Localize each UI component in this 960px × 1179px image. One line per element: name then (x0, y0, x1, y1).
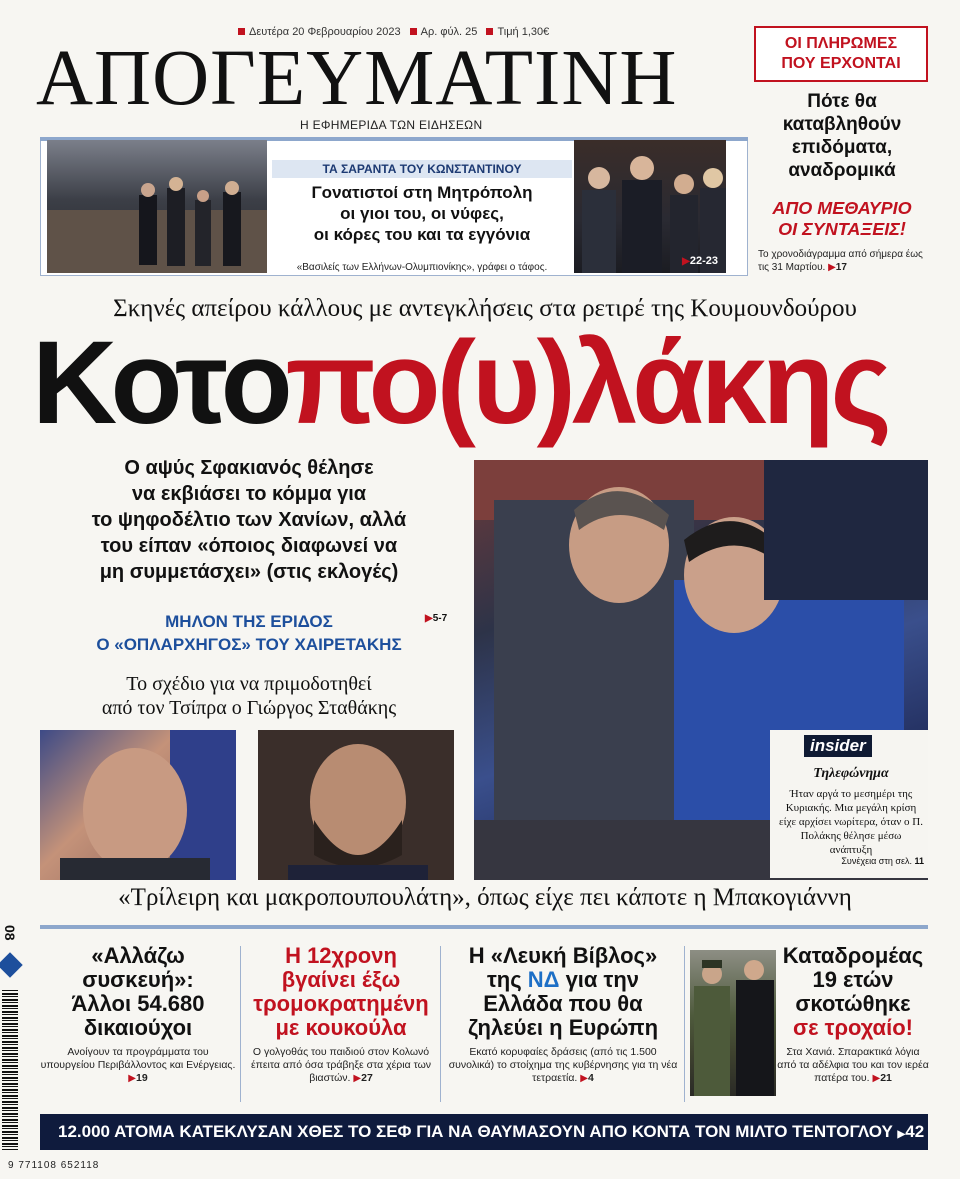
lead-paragraph (44, 455, 454, 585)
story-headline-line: Η «Λευκή Βίβλος» (468, 943, 658, 968)
page-arrow-icon: ▶ (128, 1073, 136, 1084)
issue-number: Αρ. φύλ. 25 (420, 26, 478, 38)
lead-line: μη συμμετάσχει» (στις εκλογές) (99, 561, 399, 583)
story-headline-line: Ελλάδα που θα (483, 991, 643, 1016)
story-headline-line: δικαιούχοι (83, 1015, 193, 1040)
continuation-label: Συνέχεια στη σελ. (841, 856, 912, 866)
nd-party-label: ΝΔ (527, 967, 560, 992)
page-arrow-icon: ▶ (425, 613, 433, 624)
column-divider (440, 946, 441, 1102)
photo-figures-graphic (47, 140, 267, 273)
funeral-headline-line: οι κόρες του και τα εγγόνια (313, 225, 531, 244)
barcode-graphic (2, 990, 18, 1150)
funeral-church-photo[interactable] (47, 140, 267, 273)
story-headline (246, 944, 436, 1040)
funeral-caption: «Βασιλείς των Ελλήνων-Ολυμπιονίκης», γράφει ο τάφος. (296, 262, 548, 273)
page-ref: 19 (136, 1072, 148, 1084)
insider-tag: insider (804, 735, 872, 757)
quote-line: «Τρίλειρη και μακροπουπουλάτη», όπως είχε πει κάποτε η Μπακογιάννη (118, 884, 852, 911)
lead-line: το ψηφοδέλτιο των Χανίων, αλλά (91, 509, 407, 531)
story-headline-part: της (486, 967, 528, 992)
funeral-headline[interactable] (272, 182, 572, 245)
lead-line: να εκβιάσει το κόμμα για (131, 483, 367, 505)
page-arrow-icon: ▶ (828, 262, 836, 273)
eris-pages: 5-7 (432, 613, 448, 624)
portrait-graphic (40, 730, 236, 880)
eris-title[interactable] (44, 610, 454, 656)
portrait-graphic (258, 730, 454, 880)
story-headline (446, 944, 680, 1040)
lead-line: του είπαν «όποιος διαφωνεί να (100, 535, 398, 557)
soldier-and-priest-photo[interactable] (690, 950, 776, 1096)
main-headline[interactable] (32, 318, 942, 448)
story-headline-part: για την (559, 967, 640, 992)
page-ref[interactable]: 17 (835, 262, 847, 273)
eris-text-line: Το σχέδιο για να πριμοδοτηθεί (126, 673, 372, 695)
story-headline-line: σε τροχαίο! (793, 1015, 913, 1040)
photo-figures-graphic (574, 140, 726, 273)
story-headline-line: 19 ετών (812, 967, 894, 992)
page-arrow-icon: ▶ (682, 256, 690, 267)
story-appliance-subsidy[interactable] (40, 944, 236, 1104)
main-headline-red: πο(υ)λάκης (285, 317, 888, 449)
story-headline-line: βγαίνει έξω (281, 967, 401, 992)
stathakis-portrait-photo[interactable] (40, 730, 236, 880)
lead-line: Ο αψύς Σφακιανός θέλησε (124, 457, 374, 479)
pensions-red-line: ΟΙ ΣΥΝΤΑΞΕΙΣ! (778, 219, 906, 239)
issue-date: Δευτέρα 20 Φεβρουαρίου 2023 (249, 26, 401, 38)
bullet-square-icon (486, 28, 493, 35)
payments-summary (758, 248, 936, 274)
eris-title-line: Ο «ΟΠΛΑΡΧΗΓΟΣ» ΤΟΥ ΧΑΙΡΕΤΑΚΗΣ (96, 635, 402, 654)
insider-title[interactable]: Τηλεφώνημα (813, 766, 889, 781)
issue-price: Τιμή 1,30€ (497, 26, 550, 38)
funeral-headline-line: Γονατιστοί στη Μητρόπολη (311, 183, 533, 202)
page-ref: 4 (587, 1072, 594, 1084)
masthead-title: ΑΠΟΓΕΥΜΑΤΙΝΗ (36, 35, 678, 122)
story-headline-line: Καταδρομέας (782, 943, 924, 968)
story-summary-text: Στα Χανιά. Σπαρακτικά λόγια από τα αδέλφια του και τον ιερέα πατέρα του. (777, 1046, 929, 1084)
story-summary-text: Ανοίγουν τα προγράμματα του υπουργείου Περιβάλλοντος και Ενέργειας. (40, 1046, 236, 1071)
bullet-square-icon (410, 28, 417, 35)
payments-summary-text: Το χρονοδιάγραμμα από σήμερα έως τις 31 Μαρτίου. (758, 249, 923, 273)
story-headline-line: συσκευή»: (82, 967, 194, 992)
story-white-paper[interactable] (446, 944, 680, 1104)
eris-text (44, 672, 454, 720)
story-summary-text: Εκατό κορυφαίες δράσεις (από τις 1.500 συνολικά) το στοίχημα της κυβέρνησης για τη νέα τετραετία. (448, 1046, 678, 1084)
pensions-red-headline (752, 198, 932, 240)
funeral-pages: 22-23 (689, 255, 718, 267)
page-arrow-icon: ▶ (353, 1073, 362, 1084)
story-headline-line: με κουκούλα (275, 1015, 407, 1040)
story-headline (776, 944, 930, 1040)
payments-headline-line: επιδόματα, (791, 137, 893, 158)
banner-text: 12.000 ΑΤΟΜΑ ΚΑΤΕΚΛΥΣΑΝ ΧΘΕΣ ΤΟ ΣΕΦ ΓΙΑ ΝΑ ΘΑΥΜΑΣΟΥΝ ΑΠΟ ΚΟΝΤΑ ΤΟΝ ΜΙΛΤΟ ΤΕΝΤΟΓΛΟΥ (58, 1122, 893, 1141)
insider-continuation[interactable] (784, 856, 924, 866)
story-summary-text: Ο γολγοθάς του παιδιού στον Κολωνό έπειτα από όσα τράβηξε στα χέρια των βιαστών. (250, 1046, 432, 1084)
payments-headline-line: αναδρομικά (788, 160, 896, 181)
eris-title-line: ΜΗΛΟΝ ΤΗΣ ΕΡΙΔΟΣ (165, 612, 333, 631)
edition-number: 08 (2, 925, 18, 941)
diamond-icon (0, 952, 23, 977)
column-divider (684, 946, 685, 1102)
story-commando-crash[interactable] (776, 944, 930, 1104)
story-headline-line: Άλλοι 54.680 (71, 991, 205, 1016)
bullet-square-icon (238, 28, 245, 35)
story-headline-line: ζηλεύει η Ευρώπη (467, 1015, 659, 1040)
bearded-man-portrait-photo[interactable] (258, 730, 454, 880)
payments-kicker-line1: ΟΙ ΠΛΗΡΩΜΕΣ (784, 35, 898, 52)
story-headline (40, 944, 236, 1040)
payments-kicker-box[interactable] (754, 26, 928, 82)
story-headline-line: σκοτώθηκε (795, 991, 911, 1016)
story-summary (776, 1046, 930, 1085)
page-ref[interactable] (682, 255, 718, 267)
story-summary (446, 1046, 680, 1085)
main-headline-black: Κοτο (32, 317, 286, 449)
main-subheadline: Σκηνές απείρου κάλλους με αντεγκλήσεις στα ρετιρέ της Κουμουνδούρου (113, 295, 857, 322)
photo-figures-graphic (690, 950, 776, 1096)
story-headline-line: «Αλλάζω (91, 943, 185, 968)
story-headline-line (446, 968, 680, 992)
divider-rule (40, 925, 928, 929)
page-ref: 42 (905, 1122, 925, 1141)
insider-text: Ήταν αργά το μεσημέρι της Κυριακής. Μια μεγάλη κρίση είχε αρχίσει νωρίτερα, όταν ο Π. Πολάκης θέλησε μέσω ανάπτυξη (779, 788, 923, 856)
eris-text-line: από τον Τσίπρα ο Γιώργος Σταθάκης (101, 697, 397, 719)
masthead-tagline: Η ΕΦΗΜΕΡΙΔΑ ΤΩΝ ΕΙΔΗΣΕΩΝ (300, 118, 483, 132)
page-arrow-icon: ▶ (897, 1129, 906, 1140)
funeral-kicker: ΤΑ ΣΑΡΑΝΤΑ ΤΟΥ ΚΩΝΣΤΑΝΤΙΝΟΥ (272, 160, 572, 178)
payments-headline-line: καταβληθούν (782, 114, 902, 135)
page-ref: 27 (361, 1072, 373, 1084)
barcode-number: 9 771108 652118 (8, 1160, 100, 1171)
story-headline-line: τρομοκρατημένη (253, 991, 429, 1016)
pensions-red-line: ΑΠΟ ΜΕΘΑΥΡΙΟ (772, 198, 912, 218)
page-ref: 21 (880, 1072, 892, 1084)
page-arrow-icon: ▶ (580, 1073, 588, 1084)
funeral-headline-line: οι γιοι του, οι νύφες, (340, 204, 504, 223)
royal-family-photo[interactable] (574, 140, 726, 273)
column-divider (240, 946, 241, 1102)
story-summary (246, 1046, 436, 1085)
story-girl-kolonos[interactable] (246, 944, 436, 1104)
story-headline-line: Η 12χρονη (285, 943, 397, 968)
payments-headline[interactable] (752, 90, 932, 182)
tentoglou-banner[interactable] (40, 1114, 928, 1150)
payments-kicker-line2: ΠΟΥ ΕΡΧΟΝΤΑΙ (781, 55, 901, 72)
page-ref: 11 (914, 856, 924, 866)
page-arrow-icon: ▶ (872, 1073, 881, 1084)
page-ref[interactable] (425, 613, 447, 624)
payments-headline-line: Πότε θα (807, 91, 877, 112)
story-summary (40, 1046, 236, 1085)
